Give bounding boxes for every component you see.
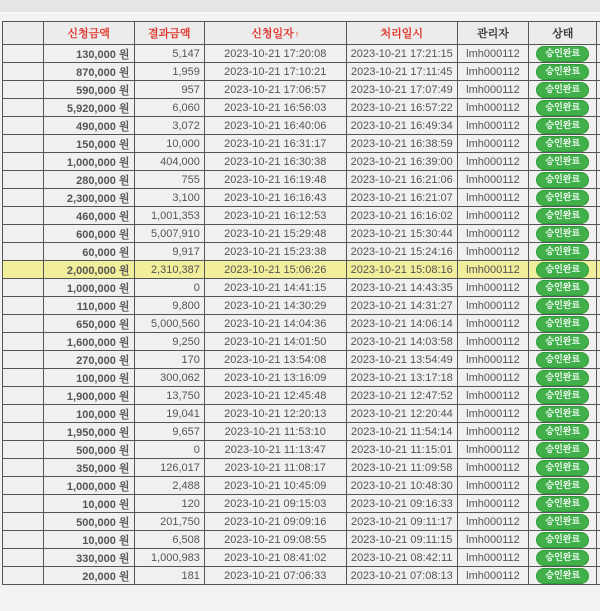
status-badge[interactable]: 승인완료 bbox=[536, 424, 589, 440]
request-date-cell: 2023-10-21 14:41:15 bbox=[204, 279, 346, 297]
blank-cell bbox=[3, 261, 44, 279]
request-amount-cell: 590,000 원 bbox=[43, 81, 134, 99]
status-badge[interactable]: 승인완료 bbox=[536, 46, 589, 62]
admin-id-cell: lmh000112 bbox=[457, 135, 528, 153]
process-date-cell: 2023-10-21 16:16:02 bbox=[346, 207, 457, 225]
request-amount-cell: 10,000 원 bbox=[43, 495, 134, 513]
blank-cell bbox=[3, 171, 44, 189]
table-row[interactable] bbox=[3, 405, 600, 423]
blank-cell bbox=[3, 63, 44, 81]
request-date-cell: 2023-10-21 14:30:29 bbox=[204, 297, 346, 315]
result-amount-cell: 19,041 bbox=[134, 405, 204, 423]
status-badge[interactable]: 승인완료 bbox=[536, 532, 589, 548]
status-cell bbox=[529, 99, 597, 117]
blank-cell bbox=[3, 423, 44, 441]
result-amount-cell: 300,062 bbox=[134, 369, 204, 387]
status-cell bbox=[529, 351, 597, 369]
process-date-cell: 2023-10-21 09:16:33 bbox=[346, 495, 457, 513]
result-amount-cell: 120 bbox=[134, 495, 204, 513]
result-amount-cell: 10,000 bbox=[134, 135, 204, 153]
status-cell bbox=[529, 513, 597, 531]
request-amount-cell: 270,000 원 bbox=[43, 351, 134, 369]
status-badge[interactable]: 승인완료 bbox=[536, 568, 589, 584]
column-header-process_date[interactable] bbox=[346, 22, 457, 45]
status-badge[interactable]: 승인완료 bbox=[536, 64, 589, 80]
process-date-cell: 2023-10-21 16:49:34 bbox=[346, 117, 457, 135]
request-date-cell: 2023-10-21 16:40:06 bbox=[204, 117, 346, 135]
status-badge[interactable]: 승인완료 bbox=[536, 406, 589, 422]
admin-id-cell: lmh000112 bbox=[457, 549, 528, 567]
blank-cell bbox=[3, 315, 44, 333]
request-date-cell: 2023-10-21 09:09:16 bbox=[204, 513, 346, 531]
process-date-cell: 2023-10-21 16:38:59 bbox=[346, 135, 457, 153]
process-date-cell: 2023-10-21 16:21:06 bbox=[346, 171, 457, 189]
status-cell bbox=[529, 153, 597, 171]
status-cell bbox=[529, 207, 597, 225]
status-badge[interactable]: 승인완료 bbox=[536, 460, 589, 476]
blank-cell bbox=[3, 207, 44, 225]
request-amount-cell: 490,000 원 bbox=[43, 117, 134, 135]
result-amount-cell: 957 bbox=[134, 81, 204, 99]
admin-id-cell: lmh000112 bbox=[457, 243, 528, 261]
request-date-cell: 2023-10-21 15:23:38 bbox=[204, 243, 346, 261]
status-badge[interactable]: 승인완료 bbox=[536, 154, 589, 170]
status-cell bbox=[529, 405, 597, 423]
blank-cell bbox=[3, 189, 44, 207]
admin-id-cell: lmh000112 bbox=[457, 387, 528, 405]
status-badge[interactable]: 승인완료 bbox=[536, 136, 589, 152]
status-badge[interactable]: 승인완료 bbox=[536, 208, 589, 224]
result-amount-cell: 3,100 bbox=[134, 189, 204, 207]
request-amount-cell: 350,000 원 bbox=[43, 459, 134, 477]
process-date-cell: 2023-10-21 10:48:30 bbox=[346, 477, 457, 495]
request-amount-cell: 100,000 원 bbox=[43, 369, 134, 387]
request-amount-cell: 10,000 원 bbox=[43, 531, 134, 549]
blank-cell bbox=[3, 225, 44, 243]
result-amount-cell: 9,917 bbox=[134, 243, 204, 261]
process-date-cell: 2023-10-21 17:11:45 bbox=[346, 63, 457, 81]
request-amount-cell: 150,000 원 bbox=[43, 135, 134, 153]
process-date-cell: 2023-10-21 07:08:13 bbox=[346, 567, 457, 585]
column-label: 결과금액 bbox=[147, 28, 191, 40]
table-row[interactable] bbox=[3, 207, 600, 225]
top-band bbox=[0, 0, 600, 13]
blank-cell bbox=[3, 297, 44, 315]
status-cell bbox=[529, 135, 597, 153]
status-badge[interactable]: 승인완료 bbox=[536, 334, 589, 350]
request-amount-cell: 100,000 원 bbox=[43, 405, 134, 423]
result-amount-cell: 6,508 bbox=[134, 531, 204, 549]
column-label: 처리일시 bbox=[380, 28, 423, 40]
admin-id-cell: lmh000112 bbox=[457, 225, 528, 243]
request-amount-cell: 330,000 원 bbox=[43, 549, 134, 567]
admin-id-cell: lmh000112 bbox=[457, 405, 528, 423]
blank-cell bbox=[3, 153, 44, 171]
status-cell bbox=[529, 45, 597, 63]
status-badge[interactable]: 승인완료 bbox=[536, 280, 589, 296]
request-amount-cell: 650,000 원 bbox=[43, 315, 134, 333]
table-row[interactable] bbox=[3, 423, 600, 441]
admin-id-cell: lmh000112 bbox=[457, 333, 528, 351]
process-date-cell: 2023-10-21 16:57:22 bbox=[346, 99, 457, 117]
process-date-cell: 2023-10-21 11:54:14 bbox=[346, 423, 457, 441]
result-amount-cell: 0 bbox=[134, 441, 204, 459]
table-body bbox=[3, 45, 600, 585]
request-amount-cell: 600,000 원 bbox=[43, 225, 134, 243]
result-amount-cell: 13,750 bbox=[134, 387, 204, 405]
blank-cell bbox=[3, 513, 44, 531]
table-row[interactable] bbox=[3, 315, 600, 333]
request-date-cell: 2023-10-21 15:29:48 bbox=[204, 225, 346, 243]
request-amount-cell: 5,920,000 원 bbox=[43, 99, 134, 117]
admin-id-cell: lmh000112 bbox=[457, 297, 528, 315]
request-date-cell: 2023-10-21 08:41:02 bbox=[204, 549, 346, 567]
request-amount-cell: 1,000,000 원 bbox=[43, 477, 134, 495]
process-date-cell: 2023-10-21 09:11:15 bbox=[346, 531, 457, 549]
blank-cell bbox=[3, 81, 44, 99]
request-date-cell: 2023-10-21 16:31:17 bbox=[204, 135, 346, 153]
blank-cell bbox=[3, 279, 44, 297]
blank-cell bbox=[3, 387, 44, 405]
admin-id-cell: lmh000112 bbox=[457, 351, 528, 369]
result-amount-cell: 0 bbox=[134, 279, 204, 297]
table-row[interactable] bbox=[3, 153, 600, 171]
blank-cell bbox=[3, 567, 44, 585]
process-date-cell: 2023-10-21 17:07:49 bbox=[346, 81, 457, 99]
table-row[interactable] bbox=[3, 459, 600, 477]
status-cell bbox=[529, 423, 597, 441]
admin-id-cell: lmh000112 bbox=[457, 171, 528, 189]
column-label: 신청금액 bbox=[67, 28, 110, 40]
result-amount-cell: 404,000 bbox=[134, 153, 204, 171]
blank-cell bbox=[3, 369, 44, 387]
status-badge[interactable]: 승인완료 bbox=[536, 388, 589, 404]
admin-id-cell: lmh000112 bbox=[457, 153, 528, 171]
request-date-cell: 2023-10-21 12:45:48 bbox=[204, 387, 346, 405]
blank-cell bbox=[3, 351, 44, 369]
admin-id-cell: lmh000112 bbox=[457, 459, 528, 477]
blank-cell bbox=[3, 405, 44, 423]
request-date-cell: 2023-10-21 11:13:47 bbox=[204, 441, 346, 459]
status-badge[interactable]: 승인완료 bbox=[536, 298, 589, 314]
table-row[interactable] bbox=[3, 333, 600, 351]
request-date-cell: 2023-10-21 11:53:10 bbox=[204, 423, 346, 441]
table-row[interactable] bbox=[3, 243, 600, 261]
request-date-cell: 2023-10-21 10:45:09 bbox=[204, 477, 346, 495]
process-date-cell: 2023-10-21 12:47:52 bbox=[346, 387, 457, 405]
blank-cell bbox=[3, 441, 44, 459]
admin-id-cell: lmh000112 bbox=[457, 441, 528, 459]
column-label: 신청일자 bbox=[251, 28, 294, 40]
process-date-cell: 2023-10-21 14:03:58 bbox=[346, 333, 457, 351]
result-amount-cell: 6,060 bbox=[134, 99, 204, 117]
blank-cell bbox=[3, 135, 44, 153]
status-badge[interactable]: 승인완료 bbox=[536, 118, 589, 134]
request-date-cell: 2023-10-21 16:12:53 bbox=[204, 207, 346, 225]
status-badge[interactable]: 승인완료 bbox=[536, 442, 589, 458]
result-amount-cell: 5,000,560 bbox=[134, 315, 204, 333]
admin-id-cell: lmh000112 bbox=[457, 189, 528, 207]
table-row[interactable] bbox=[3, 567, 600, 585]
table-row[interactable] bbox=[3, 387, 600, 405]
result-amount-cell: 5,007,910 bbox=[134, 225, 204, 243]
admin-id-cell: lmh000112 bbox=[457, 117, 528, 135]
request-date-cell: 2023-10-21 17:10:21 bbox=[204, 63, 346, 81]
table-row[interactable] bbox=[3, 99, 600, 117]
table-row[interactable] bbox=[3, 279, 600, 297]
process-date-cell: 2023-10-21 17:21:15 bbox=[346, 45, 457, 63]
result-amount-cell: 9,800 bbox=[134, 297, 204, 315]
admin-id-cell: lmh000112 bbox=[457, 45, 528, 63]
column-header-amount[interactable] bbox=[43, 22, 134, 45]
table-row[interactable] bbox=[3, 477, 600, 495]
status-badge[interactable]: 승인완료 bbox=[536, 370, 589, 386]
request-amount-cell: 110,000 원 bbox=[43, 297, 134, 315]
request-date-cell: 2023-10-21 09:15:03 bbox=[204, 495, 346, 513]
status-cell bbox=[529, 81, 597, 99]
request-amount-cell: 130,000 원 bbox=[43, 45, 134, 63]
process-date-cell: 2023-10-21 08:42:11 bbox=[346, 549, 457, 567]
admin-id-cell: lmh000112 bbox=[457, 423, 528, 441]
admin-id-cell: lmh000112 bbox=[457, 495, 528, 513]
admin-id-cell: lmh000112 bbox=[457, 207, 528, 225]
request-amount-cell: 1,600,000 원 bbox=[43, 333, 134, 351]
status-cell bbox=[529, 333, 597, 351]
request-date-cell: 2023-10-21 13:16:09 bbox=[204, 369, 346, 387]
request-amount-cell: 1,950,000 원 bbox=[43, 423, 134, 441]
request-amount-cell: 460,000 원 bbox=[43, 207, 134, 225]
status-cell bbox=[529, 441, 597, 459]
request-amount-cell: 280,000 원 bbox=[43, 171, 134, 189]
column-header-result[interactable] bbox=[134, 22, 204, 45]
result-amount-cell: 9,657 bbox=[134, 423, 204, 441]
status-cell bbox=[529, 315, 597, 333]
request-date-cell: 2023-10-21 17:20:08 bbox=[204, 45, 346, 63]
column-header-request_date[interactable] bbox=[204, 22, 346, 45]
sub-band bbox=[0, 13, 600, 21]
status-cell bbox=[529, 171, 597, 189]
process-date-cell: 2023-10-21 13:17:18 bbox=[346, 369, 457, 387]
admin-id-cell: lmh000112 bbox=[457, 531, 528, 549]
status-cell bbox=[529, 261, 597, 279]
table-row[interactable] bbox=[3, 369, 600, 387]
result-amount-cell: 3,072 bbox=[134, 117, 204, 135]
sort-ascending-icon: ↑ bbox=[294, 29, 300, 39]
process-date-cell: 2023-10-21 11:09:58 bbox=[346, 459, 457, 477]
status-badge[interactable]: 승인완료 bbox=[536, 514, 589, 530]
request-amount-cell: 1,900,000 원 bbox=[43, 387, 134, 405]
request-date-cell: 2023-10-21 16:30:38 bbox=[204, 153, 346, 171]
status-cell bbox=[529, 477, 597, 495]
status-cell bbox=[529, 369, 597, 387]
request-amount-cell: 500,000 원 bbox=[43, 513, 134, 531]
status-badge[interactable]: 승인완료 bbox=[536, 172, 589, 188]
status-cell bbox=[529, 459, 597, 477]
admin-id-cell: lmh000112 bbox=[457, 81, 528, 99]
table-row[interactable] bbox=[3, 135, 600, 153]
status-badge[interactable]: 승인완료 bbox=[536, 226, 589, 242]
admin-id-cell: lmh000112 bbox=[457, 369, 528, 387]
blank-cell bbox=[3, 243, 44, 261]
status-badge[interactable]: 승인완료 bbox=[536, 478, 589, 494]
admin-id-cell: lmh000112 bbox=[457, 63, 528, 81]
request-date-cell: 2023-10-21 16:56:03 bbox=[204, 99, 346, 117]
admin-id-cell: lmh000112 bbox=[457, 567, 528, 585]
payout-approval-table bbox=[2, 21, 600, 585]
status-cell bbox=[529, 63, 597, 81]
blank-cell bbox=[3, 495, 44, 513]
request-date-cell: 2023-10-21 07:06:33 bbox=[204, 567, 346, 585]
process-date-cell: 2023-10-21 09:11:17 bbox=[346, 513, 457, 531]
process-date-cell: 2023-10-21 14:43:35 bbox=[346, 279, 457, 297]
table-row[interactable] bbox=[3, 513, 600, 531]
status-badge[interactable]: 승인완료 bbox=[536, 550, 589, 566]
result-amount-cell: 2,310,387 bbox=[134, 261, 204, 279]
table-row[interactable] bbox=[3, 297, 600, 315]
result-amount-cell: 1,000,983 bbox=[134, 549, 204, 567]
admin-id-cell: lmh000112 bbox=[457, 315, 528, 333]
request-amount-cell: 1,000,000 원 bbox=[43, 153, 134, 171]
header-row bbox=[3, 22, 600, 45]
request-amount-cell: 20,000 원 bbox=[43, 567, 134, 585]
process-date-cell: 2023-10-21 15:24:16 bbox=[346, 243, 457, 261]
status-cell bbox=[529, 243, 597, 261]
process-date-cell: 2023-10-21 13:54:49 bbox=[346, 351, 457, 369]
table-row[interactable] bbox=[3, 171, 600, 189]
process-date-cell: 2023-10-21 16:39:00 bbox=[346, 153, 457, 171]
status-cell bbox=[529, 567, 597, 585]
table-row[interactable] bbox=[3, 63, 600, 81]
table-row[interactable] bbox=[3, 531, 600, 549]
status-cell bbox=[529, 117, 597, 135]
status-cell bbox=[529, 189, 597, 207]
status-badge[interactable]: 승인완료 bbox=[536, 496, 589, 512]
request-amount-cell: 2,300,000 원 bbox=[43, 189, 134, 207]
result-amount-cell: 755 bbox=[134, 171, 204, 189]
table-row[interactable] bbox=[3, 117, 600, 135]
request-date-cell: 2023-10-21 09:08:55 bbox=[204, 531, 346, 549]
status-cell bbox=[529, 531, 597, 549]
request-date-cell: 2023-10-21 17:06:57 bbox=[204, 81, 346, 99]
request-date-cell: 2023-10-21 14:04:36 bbox=[204, 315, 346, 333]
result-amount-cell: 201,750 bbox=[134, 513, 204, 531]
request-date-cell: 2023-10-21 11:08:17 bbox=[204, 459, 346, 477]
request-amount-cell: 60,000 원 bbox=[43, 243, 134, 261]
process-date-cell: 2023-10-21 12:20:44 bbox=[346, 405, 457, 423]
request-date-cell: 2023-10-21 14:01:50 bbox=[204, 333, 346, 351]
status-badge[interactable]: 승인완료 bbox=[536, 100, 589, 116]
request-amount-cell: 1,000,000 원 bbox=[43, 279, 134, 297]
table-row[interactable] bbox=[3, 351, 600, 369]
admin-id-cell: lmh000112 bbox=[457, 99, 528, 117]
column-header-admin[interactable] bbox=[457, 22, 528, 45]
status-badge[interactable]: 승인완료 bbox=[536, 316, 589, 332]
blank-cell bbox=[3, 477, 44, 495]
column-header-blank_left bbox=[3, 22, 44, 45]
table-row[interactable] bbox=[3, 261, 600, 279]
process-date-cell: 2023-10-21 11:15:01 bbox=[346, 441, 457, 459]
process-date-cell: 2023-10-21 15:30:44 bbox=[346, 225, 457, 243]
result-amount-cell: 5,147 bbox=[134, 45, 204, 63]
result-amount-cell: 2,488 bbox=[134, 477, 204, 495]
blank-cell bbox=[3, 549, 44, 567]
blank-cell bbox=[3, 45, 44, 63]
result-amount-cell: 126,017 bbox=[134, 459, 204, 477]
process-date-cell: 2023-10-21 14:31:27 bbox=[346, 297, 457, 315]
status-badge[interactable]: 승인완료 bbox=[536, 352, 589, 368]
request-amount-cell: 500,000 원 bbox=[43, 441, 134, 459]
admin-id-cell: lmh000112 bbox=[457, 477, 528, 495]
status-cell bbox=[529, 495, 597, 513]
process-date-cell: 2023-10-21 15:08:16 bbox=[346, 261, 457, 279]
status-cell bbox=[529, 225, 597, 243]
table-row[interactable] bbox=[3, 81, 600, 99]
result-amount-cell: 1,001,353 bbox=[134, 207, 204, 225]
table-row[interactable] bbox=[3, 45, 600, 63]
status-cell bbox=[529, 279, 597, 297]
table-row[interactable] bbox=[3, 441, 600, 459]
request-amount-cell: 2,000,000 원 bbox=[43, 261, 134, 279]
status-cell bbox=[529, 549, 597, 567]
status-badge[interactable]: 승인완료 bbox=[536, 244, 589, 260]
column-header-status[interactable] bbox=[529, 22, 597, 45]
request-date-cell: 2023-10-21 16:16:43 bbox=[204, 189, 346, 207]
blank-cell bbox=[3, 531, 44, 549]
request-amount-cell: 870,000 원 bbox=[43, 63, 134, 81]
blank-cell bbox=[3, 117, 44, 135]
status-badge[interactable]: 승인완료 bbox=[536, 82, 589, 98]
request-date-cell: 2023-10-21 15:06:26 bbox=[204, 261, 346, 279]
status-cell bbox=[529, 387, 597, 405]
admin-id-cell: lmh000112 bbox=[457, 513, 528, 531]
result-amount-cell: 170 bbox=[134, 351, 204, 369]
blank-cell bbox=[3, 459, 44, 477]
admin-id-cell: lmh000112 bbox=[457, 279, 528, 297]
admin-id-cell: lmh000112 bbox=[457, 261, 528, 279]
table-row[interactable] bbox=[3, 495, 600, 513]
result-amount-cell: 9,250 bbox=[134, 333, 204, 351]
request-date-cell: 2023-10-21 16:19:48 bbox=[204, 171, 346, 189]
process-date-cell: 2023-10-21 14:06:14 bbox=[346, 315, 457, 333]
table-row[interactable] bbox=[3, 189, 600, 207]
result-amount-cell: 181 bbox=[134, 567, 204, 585]
process-date-cell: 2023-10-21 16:21:07 bbox=[346, 189, 457, 207]
status-badge[interactable]: 승인완료 bbox=[536, 190, 589, 206]
status-badge[interactable]: 승인완료 bbox=[536, 262, 589, 278]
blank-cell bbox=[3, 99, 44, 117]
column-label: 관리자 bbox=[477, 28, 509, 40]
request-date-cell: 2023-10-21 13:54:08 bbox=[204, 351, 346, 369]
request-date-cell: 2023-10-21 12:20:13 bbox=[204, 405, 346, 423]
blank-cell bbox=[3, 333, 44, 351]
status-cell bbox=[529, 297, 597, 315]
table-header bbox=[3, 22, 600, 45]
column-label: 상태 bbox=[552, 28, 574, 40]
table-row[interactable] bbox=[3, 549, 600, 567]
table-row[interactable] bbox=[3, 225, 600, 243]
result-amount-cell: 1,959 bbox=[134, 63, 204, 81]
